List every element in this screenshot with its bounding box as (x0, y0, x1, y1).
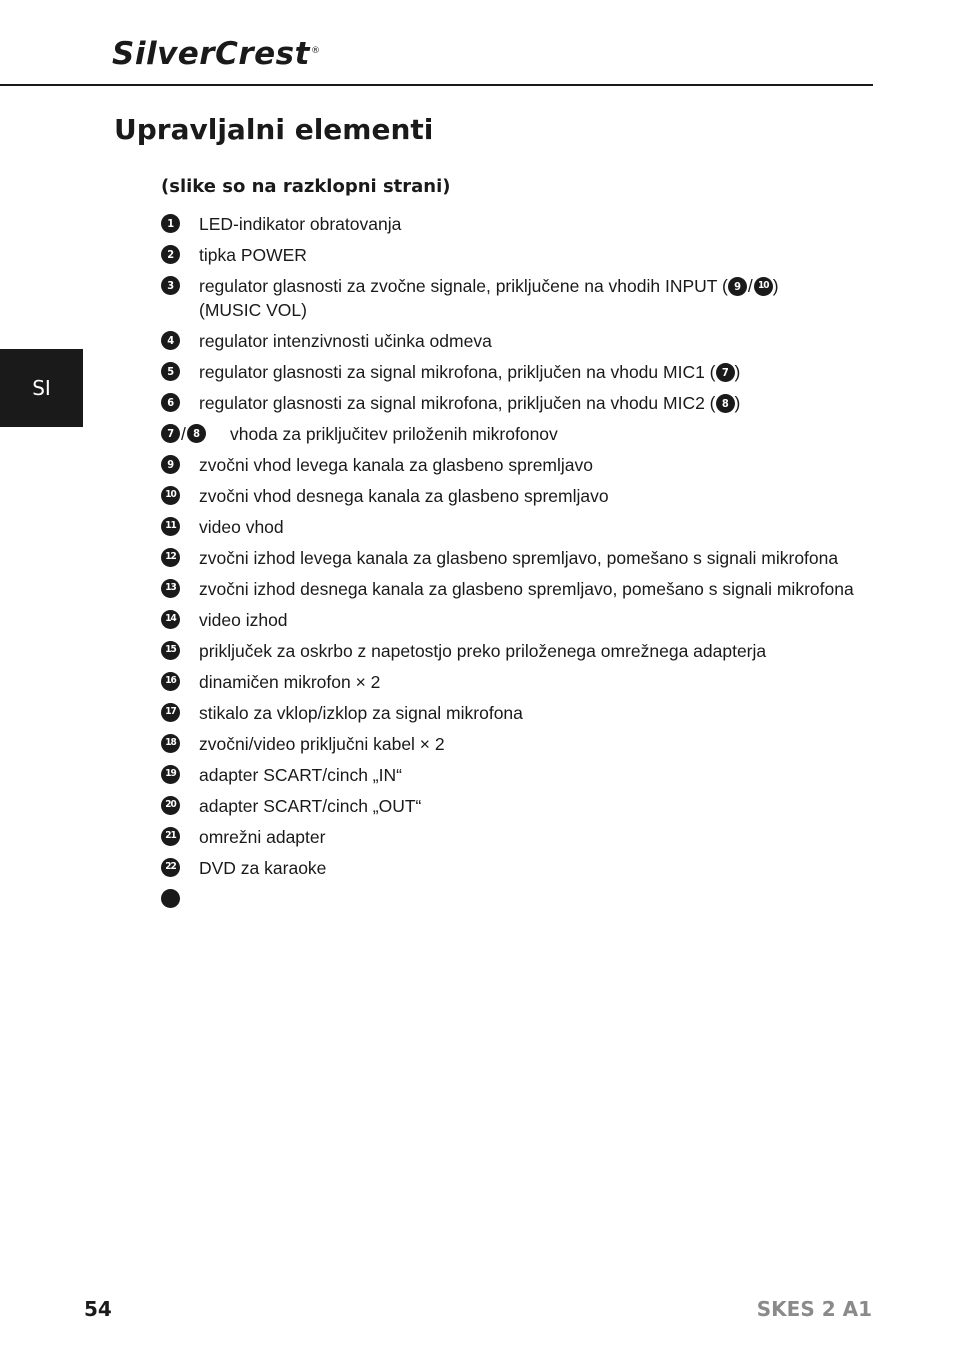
item-number: 21 (161, 827, 180, 846)
language-tab: SI (0, 349, 83, 427)
item-number: 7 (161, 424, 180, 443)
item-number: 9 (161, 455, 180, 474)
reference-number: 10 (754, 277, 773, 296)
item-text: video vhod (199, 517, 284, 537)
item-text: zvočni izhod desnega kanala za glasbeno spremljavo, pomešano s signali mikrofona (199, 579, 854, 599)
page-number: 54 (84, 1297, 112, 1321)
item-number (161, 889, 180, 908)
item-text: video izhod (199, 610, 288, 630)
registered-mark: ® (310, 46, 321, 56)
header-rule (0, 84, 873, 86)
list-item (161, 825, 861, 849)
item-text-part: regulator glasnosti za signal mikrofona, priključen na vhodu MIC2 ( (199, 393, 716, 413)
item-number: 15 (161, 641, 180, 660)
item-text: omrežni adapter (199, 827, 326, 847)
list-item (161, 887, 861, 911)
item-text: priključek za oskrbo z napetostjo preko priloženega omrežnega adapterja (199, 641, 767, 661)
item-text: stikalo za vklop/izklop za signal mikrofona (199, 703, 523, 723)
list-item (161, 577, 861, 601)
list-item (161, 453, 861, 477)
reference-number: 7 (716, 363, 735, 382)
item-text-part: ) (734, 362, 741, 382)
item-number: 16 (161, 672, 180, 691)
item-number: 14 (161, 610, 180, 629)
list-item (161, 360, 861, 384)
list-item (161, 546, 861, 570)
list-item (161, 763, 861, 787)
item-text-part: regulator glasnosti za zvočne signale, priključene na vhodih INPUT ( (199, 276, 728, 296)
number-separator: / (181, 424, 186, 444)
item-text: tipka POWER (199, 245, 307, 265)
item-number: 5 (161, 362, 180, 381)
list-item (161, 484, 861, 508)
item-number: 22 (161, 858, 180, 877)
item-text: adapter SCART/cinch „IN“ (199, 765, 402, 785)
reference-number: 9 (728, 277, 747, 296)
list-item (161, 243, 861, 267)
item-number: 11 (161, 517, 180, 536)
item-text-part: (MUSIC VOL) (199, 300, 307, 320)
item-text-part: regulator glasnosti za signal mikrofona, priključen na vhodu MIC1 ( (199, 362, 716, 382)
list-item (161, 608, 861, 632)
item-number: 4 (161, 331, 180, 350)
list-item (161, 422, 861, 446)
reference-separator: / (747, 276, 753, 296)
item-number: 20 (161, 796, 180, 815)
item-number: 12 (161, 548, 180, 567)
controls-list (161, 212, 861, 918)
item-number: 19 (161, 765, 180, 784)
item-text: zvočni/video priključni kabel × 2 (199, 734, 445, 754)
item-text: zvočni vhod levega kanala za glasbeno spremljavo (199, 455, 593, 475)
brand-name: SilverCrest (112, 36, 310, 72)
item-number: 8 (187, 424, 206, 443)
item-text: regulator intenzivnosti učinka odmeva (199, 331, 492, 351)
item-text: zvočni izhod levega kanala za glasbeno spremljavo, pomešano s signali mikrofona (199, 548, 839, 568)
item-number: 1 (161, 214, 180, 233)
list-item (161, 794, 861, 818)
item-number: 18 (161, 734, 180, 753)
list-item (161, 391, 861, 415)
item-text-part: ) (772, 276, 779, 296)
list-item (161, 732, 861, 756)
list-item (161, 639, 861, 663)
list-item (161, 212, 861, 236)
item-number: 17 (161, 703, 180, 722)
item-text (199, 391, 861, 415)
item-number: 10 (161, 486, 180, 505)
item-number: 2 (161, 245, 180, 264)
item-text-part: ) (734, 393, 741, 413)
item-number: 3 (161, 276, 180, 295)
item-text: vhoda za priključitev priloženih mikrofonov (230, 424, 558, 444)
item-number: 13 (161, 579, 180, 598)
list-item (161, 701, 861, 725)
list-item (161, 329, 861, 353)
model-number: SKES 2 A1 (756, 1297, 872, 1321)
item-text (199, 274, 861, 322)
item-number: 6 (161, 393, 180, 412)
item-text (199, 360, 861, 384)
page-title: Upravljalni elementi (114, 113, 434, 146)
section-subtitle: (slike so na razklopni strani) (161, 176, 451, 197)
list-item (161, 274, 861, 322)
item-text: DVD za karaoke (199, 858, 327, 878)
list-item (161, 670, 861, 694)
item-text: LED-indikator obratovanja (199, 214, 402, 234)
item-text: dinamičen mikrofon × 2 (199, 672, 381, 692)
list-item (161, 856, 861, 880)
brand-logo (112, 36, 320, 72)
list-item (161, 515, 861, 539)
reference-number: 8 (716, 394, 735, 413)
item-text: adapter SCART/cinch „OUT“ (199, 796, 422, 816)
item-text: zvočni vhod desnega kanala za glasbeno spremljavo (199, 486, 609, 506)
